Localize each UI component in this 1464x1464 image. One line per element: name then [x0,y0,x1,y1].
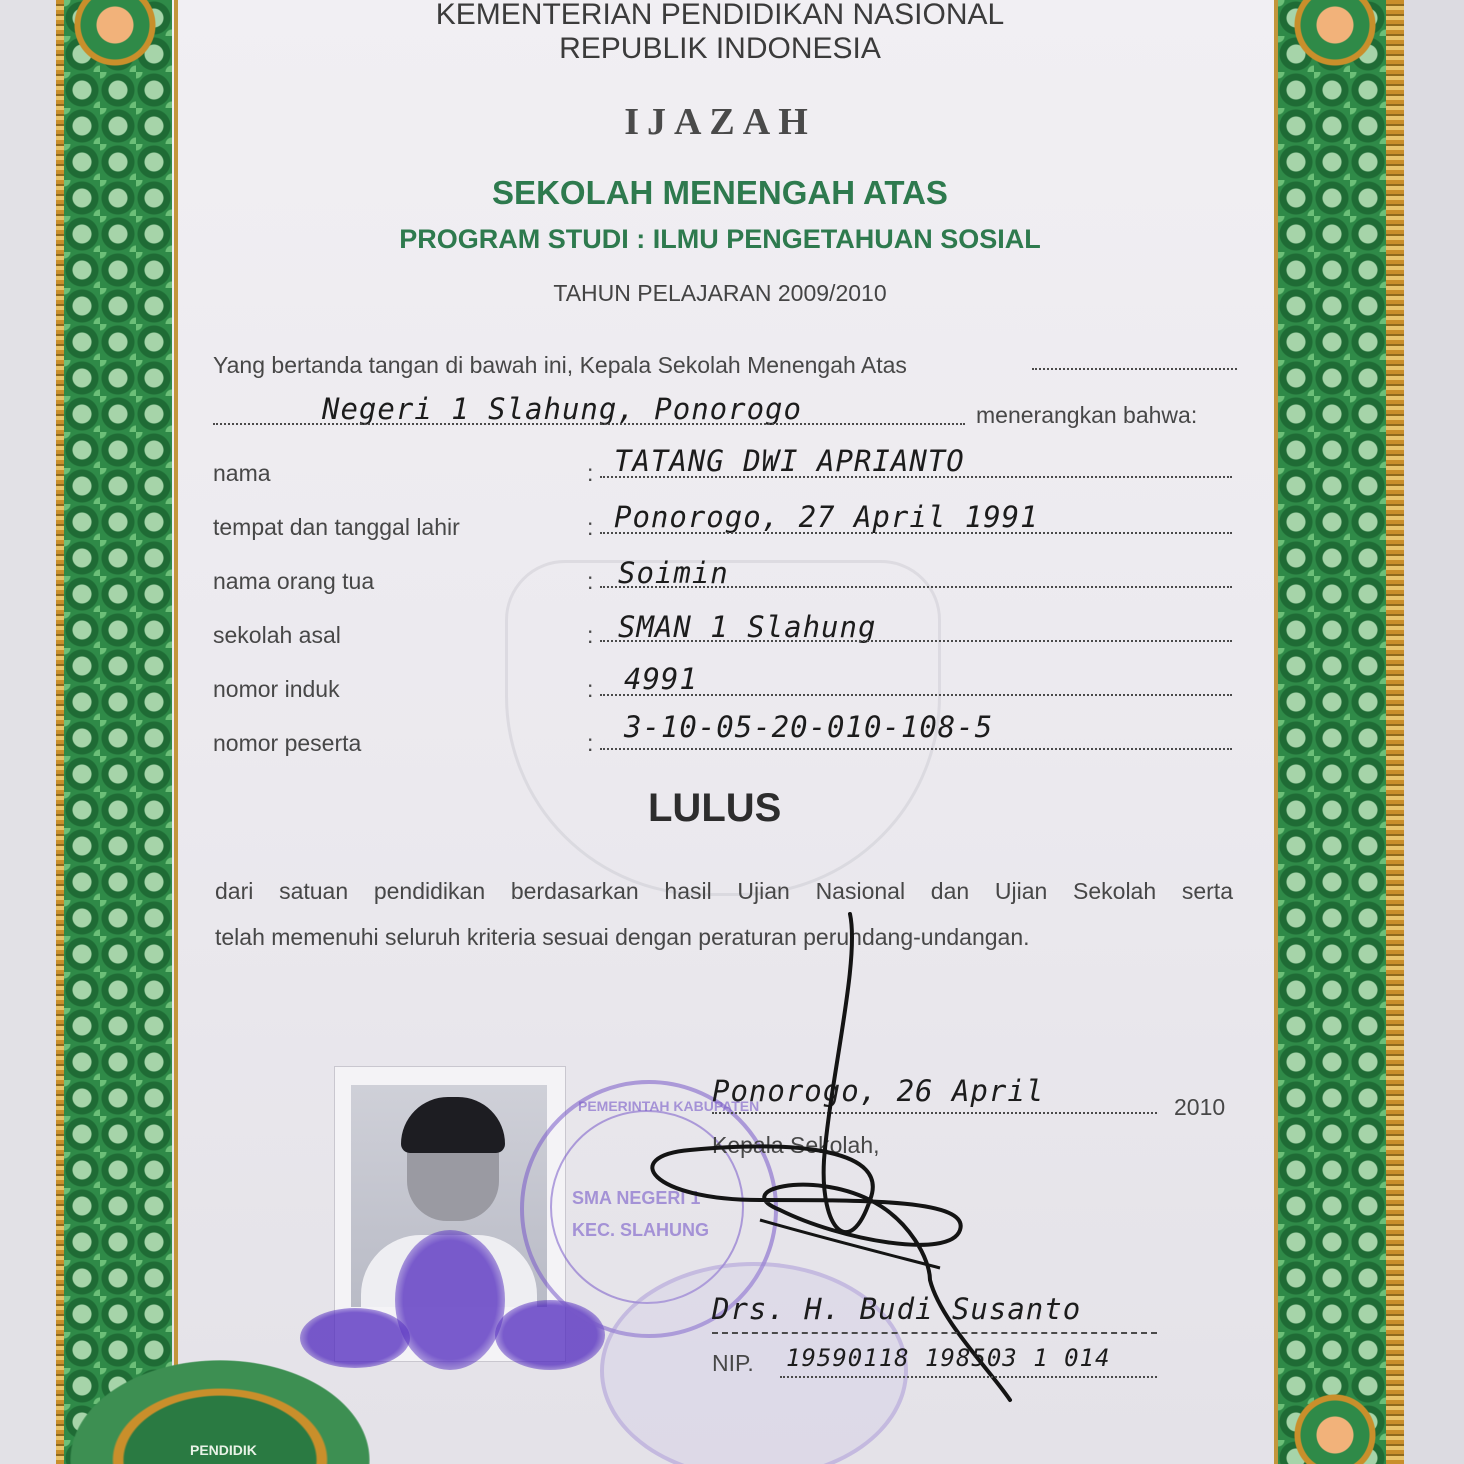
name-line [712,1332,1157,1334]
dotted-line [213,423,965,425]
field-value: SMAN 1 Slahung [618,610,877,644]
field-colon: : [587,730,594,756]
intro-line-2-suffix: menerangkan bahwa: [976,402,1198,428]
ministry-heading: KEMENTERIAN PENDIDIKAN NASIONAL [435,0,1005,31]
thumbprint-stamp [395,1230,505,1370]
dotted-line [600,694,1232,696]
school-level-heading: SEKOLAH MENENGAH ATAS [492,174,948,211]
dotted-line [600,532,1232,534]
sign-role: Kepala Sekolah, [712,1132,880,1158]
field-colon: : [587,622,594,648]
field-value: Soimin [618,556,729,590]
field-colon: : [587,676,594,702]
academic-year: TAHUN PELAJARAN 2009/2010 [553,280,887,306]
field-label: nomor induk [213,676,340,702]
thumbprint-stamp [300,1308,410,1368]
field-colon: : [587,514,594,540]
stamp-text-top: PEMERINTAH KABUPATEN [578,1098,760,1114]
program-heading: PROGRAM STUDI : ILMU PENGETAHUAN SOSIAL [399,224,1041,254]
statement-line-2: telah memenuhi seluruh kriteria sesuai dengan peraturan perundang-undangan. [215,924,1030,950]
nip-label: NIP. [712,1350,754,1376]
nip-value: 19590118 198503 1 014 [786,1344,1111,1372]
dotted-line [780,1376,1157,1378]
dotted-line [600,748,1232,750]
seal-text: PENDIDIK [190,1442,257,1458]
school-name-handwritten: Negeri 1 Slahung, Ponorogo [322,392,802,426]
field-colon: : [587,568,594,594]
ornamental-border-left [64,0,172,1464]
dotted-line [1032,368,1237,370]
field-label: nama [213,460,271,486]
republic-heading: REPUBLIK INDONESIA [559,32,881,65]
statement-line-1: dari satuan pendidikan berdasarkan hasil Ujian Nasional dan Ujian Sekolah serta [215,878,1233,904]
intro-line-1: Yang bertanda tangan di bawah ini, Kepala Sekolah Menengah Atas [213,352,907,378]
gold-trim-right [1384,0,1404,1464]
stamp-text-district: KEC. SLAHUNG [572,1220,710,1240]
result-status: LULUS [648,786,782,830]
document-title: IJAZAH [624,101,816,143]
field-label: sekolah asal [213,622,341,648]
field-value: 3-10-05-20-010-108-5 [624,710,994,744]
paper-edge-right [1400,0,1464,1464]
principal-signature [610,900,1030,1420]
field-label: nama orang tua [213,568,375,594]
inner-line-left [174,0,178,1464]
field-colon: : [587,460,594,486]
stamp-text-school: SMA NEGERI 1 [572,1188,701,1208]
ornamental-border-right [1278,0,1386,1464]
photo-hair [401,1097,505,1153]
dotted-line [600,640,1232,642]
field-label: tempat dan tanggal lahir [213,514,460,540]
field-value: Ponorogo, 27 April 1991 [614,500,1039,534]
sign-year: 2010 [1174,1094,1226,1120]
sign-place-date: Ponorogo, 26 April [712,1074,1045,1108]
dotted-line [600,476,1232,478]
dotted-line [600,586,1232,588]
field-value: 4991 [624,662,698,696]
field-label: nomor peserta [213,730,362,756]
inner-line-right [1274,0,1278,1464]
field-value: TATANG DWI APRIANTO [614,444,965,478]
principal-name: Drs. H. Budi Susanto [712,1292,1082,1326]
paper-edge-left [0,0,56,1464]
